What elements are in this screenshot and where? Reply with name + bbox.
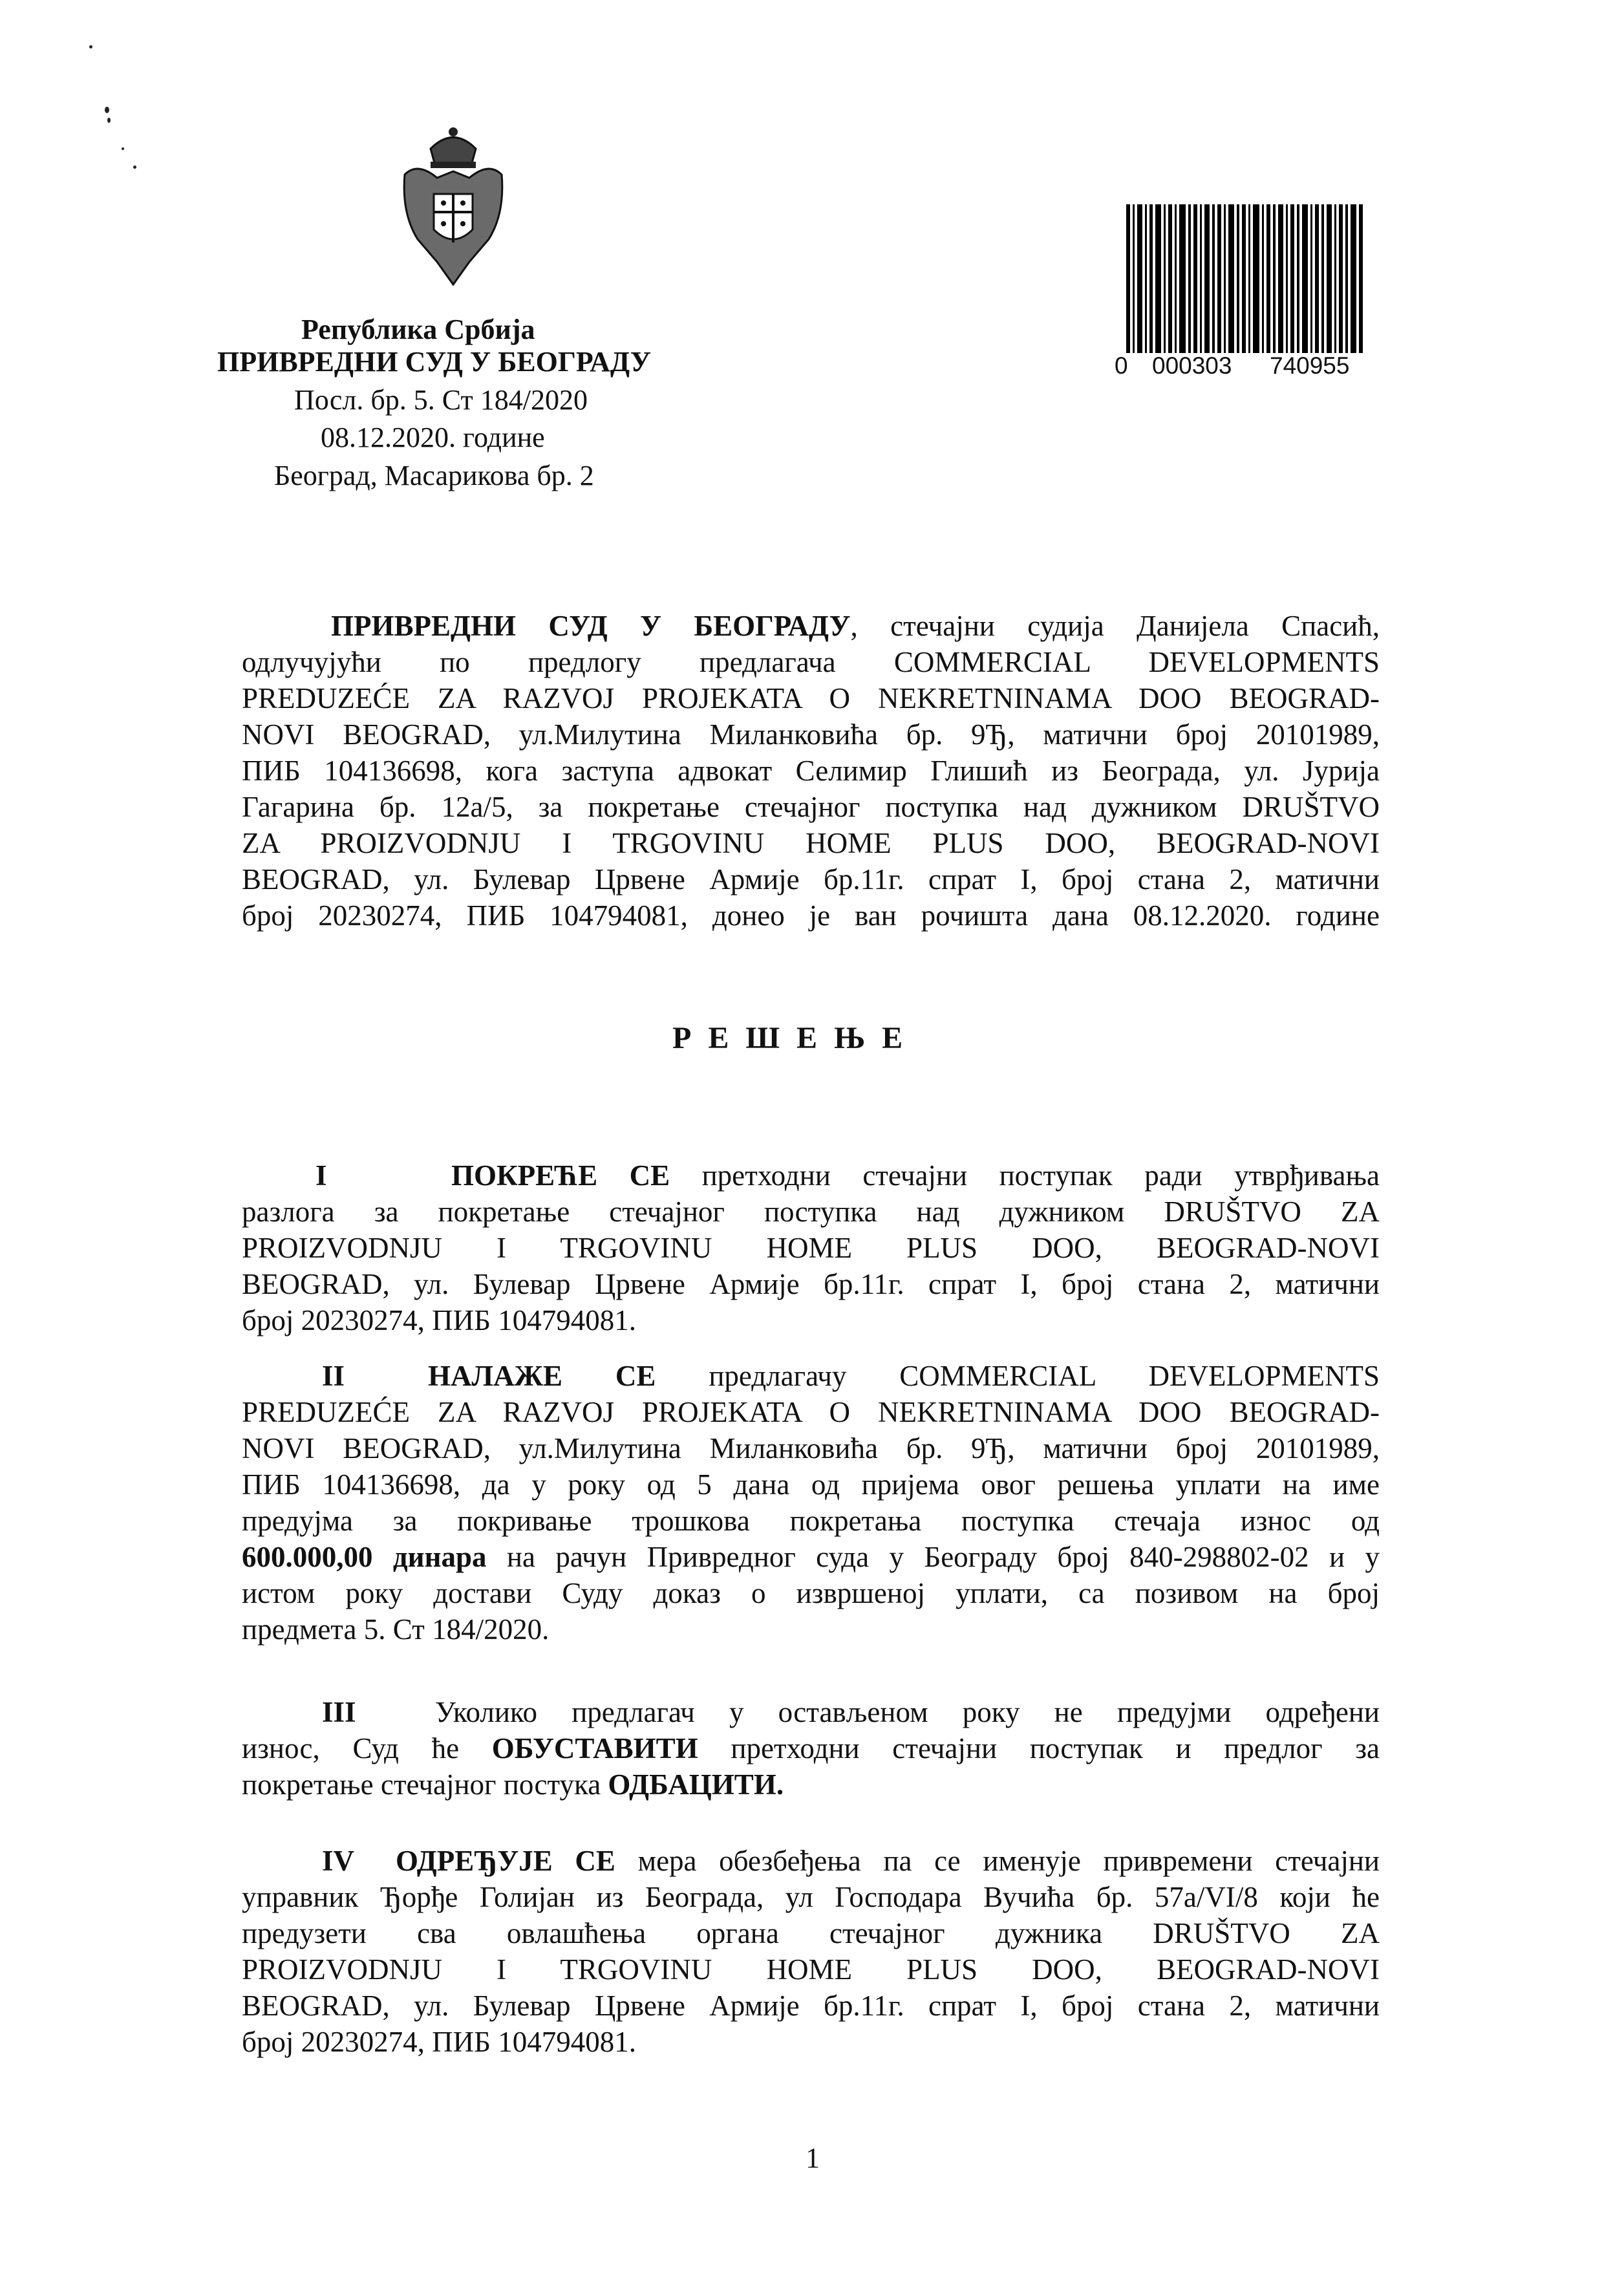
section-4-numeral: IV	[322, 1845, 355, 1877]
decision-title: РЕШЕЊЕ	[672, 1021, 920, 1055]
section-3-line-3: покретање стечајног постука ОДБАЦИТИ.	[242, 1768, 784, 1801]
section-4-line: број 20230274, ПИБ 104794081.	[242, 2026, 636, 2058]
section-4-line: управник Ђорђе Голијан из Београда, ул Господара Вучића бр. 57а/VI/8 који ће	[242, 1881, 1380, 1913]
header-case-number: Посл. бр. 5. Ст 184/2020	[294, 384, 588, 416]
section-2-line: NOVI BEOGRAD, ул.Милутина Миланковића бр. 9Ђ, матични број 20101989,	[242, 1432, 1380, 1464]
intro-line: број 20230274, ПИБ 104794081, донео је ван рочишта дана 08.12.2020. године	[242, 899, 1380, 932]
section-4-verb: ОДРЕЂУЈЕ СЕ	[396, 1845, 615, 1877]
barcode-number-right: 740955	[1270, 352, 1350, 379]
header-date: 08.12.2020. године	[321, 422, 545, 453]
barcode-number	[1115, 352, 1373, 391]
section-2-line: предујма за покривање трошкова покретања поступка стечаја износ од	[242, 1505, 1380, 1537]
section-2-line: предмета 5. Ст 184/2020.	[242, 1613, 550, 1646]
section-3-numeral: III	[322, 1696, 356, 1728]
scan-marks	[84, 39, 142, 142]
section-3-reject: ОДБАЦИТИ.	[608, 1768, 784, 1801]
header-republic: Република Србија	[301, 314, 535, 345]
section-1-line: разлога за покретање стечајног поступка над дужником DRUŠTVO ZA	[242, 1196, 1380, 1228]
section-3-line-2: износ, Суд ће ОБУСТАВИТИ претходни стечајни поступак и предлог за	[242, 1732, 1380, 1765]
section-2-verb: НАЛАЖЕ СЕ	[428, 1360, 656, 1392]
intro-line: PREDUZEĆE ZA RAZVOJ PROJEKATA O NEKRETNINAMA DOO BEOGRAD-	[242, 682, 1380, 714]
section-1	[242, 1157, 1380, 1338]
section-1-verb: ПОКРЕЋЕ СЕ	[451, 1159, 670, 1192]
intro-paragraph	[242, 608, 1380, 934]
section-2-amount: 600.000,00 динара	[242, 1541, 487, 1573]
section-3-stop: ОБУСТАВИТИ	[491, 1732, 698, 1765]
section-2-amount-line: 600.000,00 динара на рачун Привредног суда у Београду број 840-298802-02 и у	[242, 1541, 1380, 1573]
barcode	[1126, 204, 1364, 353]
section-4-line: предузети сва овлашћења органа стечајног дужника DRUŠTVO ZA	[242, 1917, 1380, 1949]
header-address: Београд, Масарикова бр. 2	[274, 460, 594, 491]
header-court: ПРИВРЕДНИ СУД У БЕОГРАДУ	[217, 346, 651, 378]
section-2-line: истом року достави Суду доказ о извршеној уплати, са позивом на број	[242, 1577, 1380, 1609]
intro-line: ПИБ 104136698, кога заступа адвокат Селимир Глишић из Београда, ул. Јурија	[242, 755, 1380, 787]
barcode-digit-left: 0	[1115, 352, 1128, 379]
coat-of-arms	[392, 123, 515, 291]
section-4	[242, 1843, 1380, 2060]
intro-court-name: ПРИВРЕДНИ СУД У БЕОГРАДУ	[331, 610, 851, 642]
intro-line: Гагарина бр. 12а/5, за покретање стечајног поступка над дужником DRUŠTVO	[242, 791, 1380, 823]
intro-line: ZA PROIZVODNJU I TRGOVINU HOME PLUS DOO, BEOGRAD-NOVI	[242, 827, 1380, 859]
page-number: 1	[806, 2142, 820, 2174]
section-3	[242, 1694, 1380, 1803]
section-2-line: ПИБ 104136698, да у року од 5 дана од пријема овог решења уплати на име	[242, 1468, 1380, 1501]
intro-line: одлучујући по предлогу предлагача COMMERCIAL DEVELOPMENTS	[242, 646, 1380, 678]
barcode-number-mid: 000303	[1152, 352, 1232, 379]
section-4-line: BEOGRAD, ул. Булевар Црвене Армије бр.11г. спрат I, број стана 2, матични	[242, 1990, 1380, 2022]
section-4-line-1: IV ОДРЕЂУЈЕ СЕ мера обезбеђења па се именује привремени стечајни	[242, 1843, 1380, 1879]
section-2-line: PREDUZEĆE ZA RAZVOJ PROJEKATA O NEKRETNINAMA DOO BEOGRAD-	[242, 1396, 1380, 1428]
section-1-line: BEOGRAD, ул. Булевар Црвене Армије бр.11г. спрат I, број стана 2, матични	[242, 1268, 1380, 1300]
section-4-line: PROIZVODNJU I TRGOVINU HOME PLUS DOO, BEOGRAD-NOVI	[242, 1953, 1380, 1986]
section-2	[242, 1358, 1380, 1647]
section-1-numeral: I	[315, 1159, 327, 1192]
section-2-numeral: II	[322, 1360, 345, 1392]
intro-line: BEOGRAD, ул. Булевар Црвене Армије бр.11г. спрат I, број стана 2, матични	[242, 863, 1380, 896]
section-2-line-1: II НАЛАЖЕ СЕ предлагачу COMMERCIAL DEVELOPMENTS	[242, 1358, 1380, 1394]
intro-line: NOVI BEOGRAD, ул.Милутина Миланковића бр. 9Ђ, матични број 20101989,	[242, 718, 1380, 751]
intro-line-1: ПРИВРЕДНИ СУД У БЕОГРАДУ, стечајни судија Данијела Спасић,	[331, 610, 1380, 642]
section-1-line: PROIZVODNJU I TRGOVINU HOME PLUS DOO, BEOGRAD-NOVI	[242, 1232, 1380, 1264]
section-1-line-1: I ПОКРЕЋЕ СЕ претходни стечајни поступак ради утврђивања	[242, 1157, 1380, 1194]
section-1-line: број 20230274, ПИБ 104794081.	[242, 1304, 636, 1336]
section-3-line-1: III Уколико предлагач у остављеном року не предујми одређени	[242, 1694, 1380, 1730]
